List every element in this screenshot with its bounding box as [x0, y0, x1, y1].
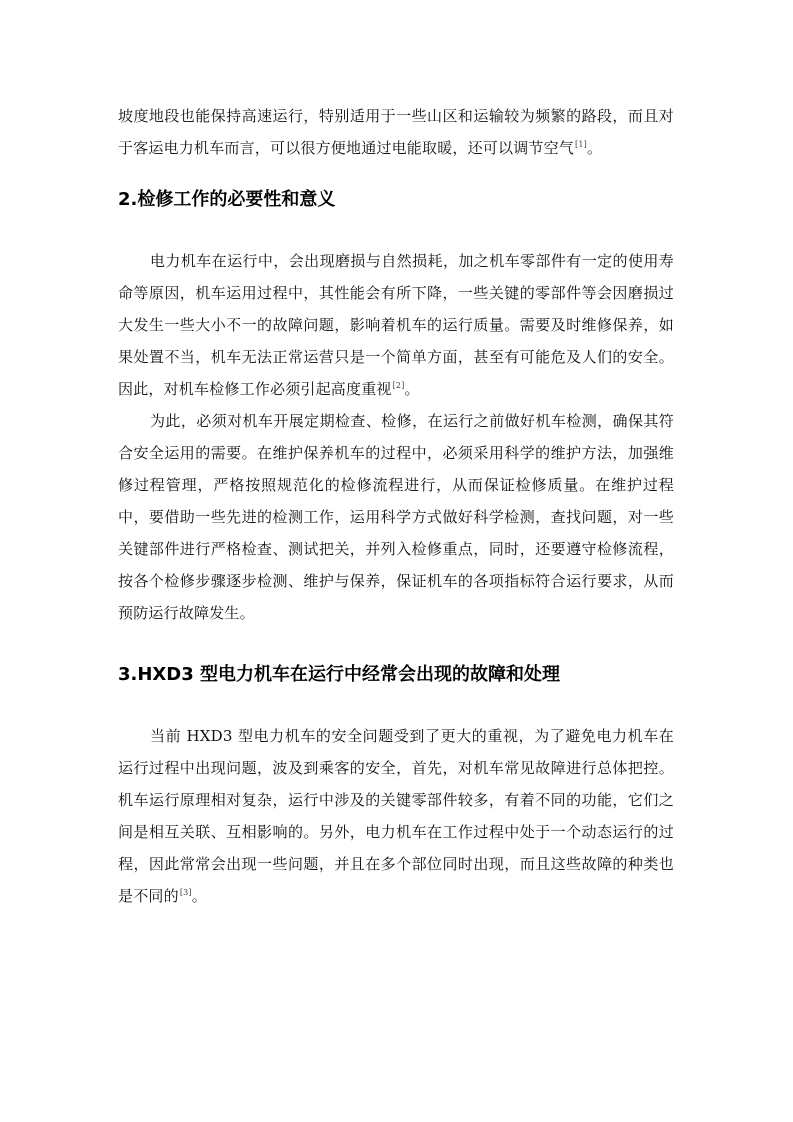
section-2-paragraph-1: [118, 245, 674, 405]
intro-paragraph: [118, 100, 674, 164]
section-3-p1-end: 。: [191, 887, 207, 905]
section-3-paragraph-1: [118, 720, 674, 912]
citation-1[interactable]: [1]: [575, 140, 587, 149]
section-2-p1-end: 。: [404, 380, 420, 398]
section-2-heading: 2.检修工作的必要性和意义: [118, 189, 336, 210]
intro-text: 坡度地段也能保持高速运行，特别适用于一些山区和运输较为频繁的路段，而且对于客运电力机车而言，可以很方便地通过电能取暖，还可以调节空气: [118, 107, 674, 157]
intro-end: 。: [586, 139, 603, 157]
citation-2[interactable]: [2]: [392, 381, 405, 390]
section-2-paragraph-2: 为此，必须对机车开展定期检查、检修，在运行之前做好机车检测，确保其符合安全运用的需要。在维护保养机车的过程中，必须采用科学的维护方法，加强维修过程管理，严格按照规范化的检修流程进行，从而保证检修质量。在维护过程中，要借助一些先进的检测工作，运用科学方式做好科学检测，查找问题，对一些关键部件进行严格检查、测试把关，并列入检修重点，同时，还要遵守检修流程，按各个检修步骤逐步检测、维护与保养，保证机车的各项指标符合运行要求，从而预防运行故障发生。: [118, 412, 674, 622]
section-2-p1-text: 电力机车在运行中，会出现磨损与自然损耗，加之机车零部件有一定的使用寿命等原因，机车运用过程中，其性能会有所下降，一些关键的零部件等会因磨损过大发生一些大小不一的故障问题，影响着机车的运行质量。需要及时维修保养，如果处置不当，机车无法正常运营只是一个简单方面，甚至有可能危及人们的安全。因此，对机车检修工作必须引起高度重视: [118, 252, 674, 398]
citation-3[interactable]: [3]: [179, 888, 192, 897]
document-page: [118, 100, 674, 912]
section-3-p1-text: 当前 HXD3 型电力机车的安全问题受到了更大的重视，为了避免电力机车在运行过程中出现问题，波及到乘客的安全，首先，对机车常见故障进行总体把控。机车运行原理相对复杂，运行中涉及的关键零部件较多，有着不同的功能，它们之间是相互关联、互相影响的。另外，电力机车在工作过程中处于一个动态运行的过程，因此常常会出现一些问题，并且在多个部位同时出现，而且这些故障的种类也是不同的: [118, 727, 674, 905]
section-3-heading: 3.HXD3 型电力机车在运行中经常会出现的故障和处理: [118, 664, 561, 685]
